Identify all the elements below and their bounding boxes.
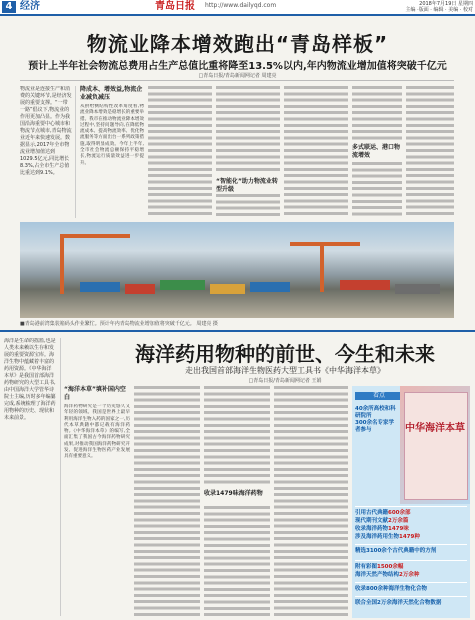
newspaper-logo: 青岛日报 (155, 1, 195, 12)
container-graphic (210, 284, 245, 294)
container-graphic (125, 284, 155, 294)
info-item: 40余所高校和科研院所 (355, 406, 396, 419)
info-item: 海洋天然产物结构2万余种 (355, 572, 420, 578)
column-heading: 降成本、增效益,物流企业减负减压 (80, 86, 143, 101)
info-item: 300余名专家学者参与 (355, 420, 394, 433)
info-item: 涉及海洋药用生物1479种 (355, 534, 420, 540)
headline-2: 海洋药用物种的前世、今生和未来 (135, 342, 435, 366)
story2-subhead-1: “海洋本草”填补国内空白 (64, 386, 126, 401)
headline-2-subtitle: 走出我国首部海洋生物医药大型工具书《中华海洋本草》 (185, 366, 385, 375)
column-text-3 (216, 86, 280, 174)
website-url[interactable]: http://www.dailyqd.com (205, 2, 277, 9)
story2-column-5 (274, 386, 348, 616)
info-item: 联合全国2万余海洋天然化合物数据 (355, 600, 442, 606)
subheading-3: 多式联运、港口物流增效 (352, 144, 401, 159)
issue-meta (325, 1, 473, 13)
page-number-badge: 4 (2, 1, 16, 13)
photo-caption: ■青岛港前湾集装箱码头作业繁忙。预计年内青岛物流业增加值将突破千亿元。 周建亮 摄 (20, 321, 218, 327)
info-panel-heading: 看点 (355, 392, 403, 400)
story2-column-2 (134, 386, 200, 616)
info-item: 收录800余种海洋生物化合物 (355, 586, 427, 592)
lead-paragraph: 物流业是连接生产和消费的关键环节,是经济发展的重要支撑。“一带一路”倡议下,物流业的作用更加凸显。作为我国沿海重要中心城市和物流节点城市,青岛物流业近年来快速发展。数据显示,2017年全市物流业增加值达到1029.5亿元,同比增长8.3%,占全市生产总值比重达到9.1%。 (20, 86, 72, 176)
info-separator (355, 596, 467, 597)
info-item: 收录海洋药物1479味 (355, 526, 409, 532)
subheading-2: “智能化”助力物流业转型升级 (216, 178, 278, 193)
info-separator (355, 544, 467, 545)
container-graphic (160, 280, 205, 290)
column-text-4 (216, 194, 280, 218)
editor-credits: 主编 ·版面 · 编辑 · 美编 · 校对 (405, 7, 473, 13)
section-name: 经济 (20, 1, 40, 12)
issue-date: 2018年7月19日 星期四 (419, 1, 473, 7)
container-graphic (80, 282, 120, 292)
column-divider (75, 86, 76, 218)
info-separator (355, 582, 467, 583)
story2-subhead-2: 收录1479味海洋药物 (204, 490, 263, 497)
crane-graphic (60, 234, 130, 238)
column-text-7 (352, 162, 402, 218)
story2-lead: 海洋是生命的摇篮,也是人类未来赖以生存和发展的重要资源宝库。海洋生物中蕴藏着丰富的药用资源。《中华海洋本草》是我国首部海洋药物研究的大型工具书,由中国海洋大学管华诗院士主编,历时多年编纂完成,系统梳理了海洋药用物种的历史、现状和未来前景。 (4, 338, 56, 421)
info-item: 附有彩图1500余幅 (355, 564, 404, 570)
container-graphic (340, 280, 390, 290)
column-text-2 (148, 86, 212, 218)
story2-column-3 (204, 386, 270, 486)
info-separator (355, 560, 467, 561)
book-title: 中华海洋本草 (405, 423, 465, 434)
info-item: 引用古代典籍600余部 (355, 510, 411, 516)
container-graphic (250, 282, 290, 292)
story2-column-1: 海洋药物研究是一个历史悠久又年轻的领域。我国是世界上最早利用海洋生物入药的国家之一,历代本草典籍中都记载有海洋药物。《中华海洋本草》的编写,全面汇集了我国古今海洋药物研究成果,对推动我国海洋药物研究开发、促进海洋生物医药产业发展具有重要意义。 (64, 404, 130, 460)
crane-graphic (60, 234, 64, 294)
divider (20, 80, 454, 81)
section-divider (0, 330, 475, 332)
headline-main: 物流业降本增效跑出“青岛样板” (86, 32, 389, 56)
byline-2: □青岛日报/青岛新闻网记者 王娟 (248, 378, 322, 384)
info-item: 精选3100余个古代典籍中的方剂 (355, 548, 437, 554)
crane-graphic (290, 242, 360, 246)
column-text-8 (406, 86, 454, 218)
container-graphic (395, 284, 440, 294)
column-text-5 (284, 86, 348, 218)
headline-subtitle: 预计上半年社会物流总费用占生产总值比重将降至13.5%以内,年内物流业增加值将突破千亿元 (28, 61, 447, 72)
byline: □青岛日报/青岛新闻网记者 周建亮 (198, 73, 277, 79)
column-text-1: 从供给侧结构性改革角度看,物流业降本增效是稳增长的重要举措。我市在推动物流业降本增效过程中,坚持问题导向,在降低物流成本、提高物流效率、优化物流服务等方面出台一系列政策措施,取得明显成效。今年上半年,全市社会物流总额保持平稳增长,物流运行质量效益进一步提升。 (80, 104, 144, 166)
column-text-6 (352, 86, 402, 142)
column-divider (60, 338, 61, 616)
crane-graphic (320, 242, 324, 292)
port-photo (20, 222, 454, 318)
book-cover (404, 392, 468, 500)
story2-column-4 (204, 506, 270, 616)
info-separator (355, 506, 467, 507)
info-item: 现代期刊文献2万余篇 (355, 518, 409, 524)
